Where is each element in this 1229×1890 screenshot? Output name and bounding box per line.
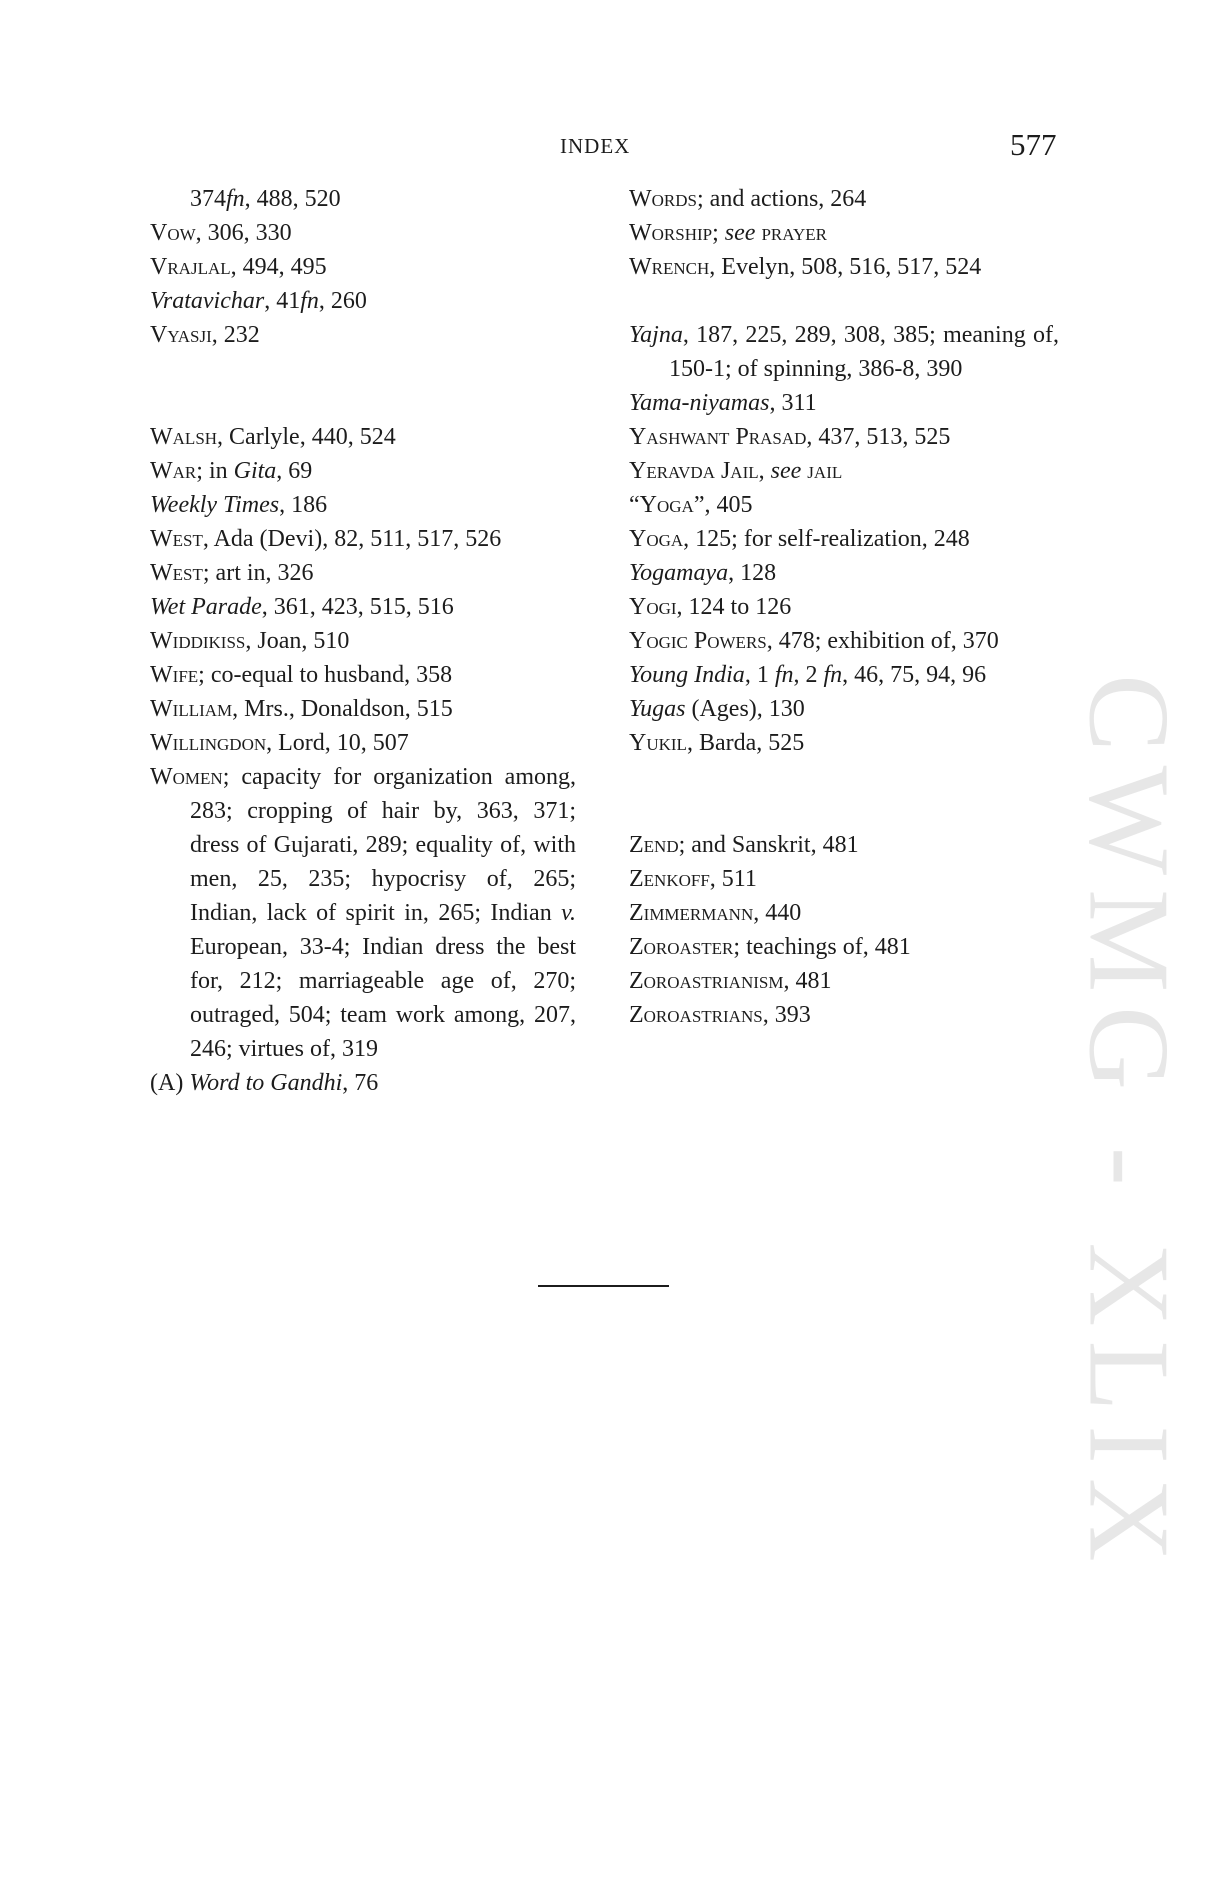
index-entry-vow: Vow, 306, 330 (150, 220, 292, 246)
index-entry-yukil: Yukil, Barda, 525 (629, 730, 805, 756)
index-entry-yogic-powers: Yogic Powers, 478; exhibition of, 370 (629, 628, 999, 654)
index-entry-widdikiss: Widdikiss, Joan, 510 (150, 628, 350, 654)
index-entry-west-ada: West, Ada (Devi), 82, 511, 517, 526 (150, 526, 502, 552)
end-rule (538, 1285, 669, 1287)
index-entry-vrajlal: Vrajlal, 494, 495 (150, 254, 327, 280)
index-entry-wrench: Wrench, Evelyn, 508, 516, 517, 524 (629, 254, 982, 280)
index-entry-vratavichar: Vratavichar, 41fn, 260 (150, 288, 367, 314)
index-entry-willingdon: Willingdon, Lord, 10, 507 (150, 730, 409, 756)
index-entry-zend: Zend; and Sanskrit, 481 (629, 832, 859, 858)
index-entry-zoroastrians: Zoroastrians, 393 (629, 1002, 811, 1028)
index-entry-yogamaya: Yogamaya, 128 (629, 560, 777, 586)
index-entry-walsh: Walsh, Carlyle, 440, 524 (150, 424, 396, 450)
index-entry-yashwant-prasad: Yashwant Prasad, 437, 513, 525 (629, 424, 951, 450)
index-entry-yoga-quoted: “Yoga”, 405 (629, 492, 753, 518)
index-entry-weekly-times: Weekly Times, 186 (150, 492, 328, 518)
index-entry-zimmermann: Zimmermann, 440 (629, 900, 802, 926)
index-entry-west-art: West; art in, 326 (150, 560, 314, 586)
index-entry-yugas: Yugas (Ages), 130 (629, 696, 805, 722)
index-entry-william: William, Mrs., Donaldson, 515 (150, 696, 453, 722)
index-entry-vyasji: Vyasji, 232 (150, 322, 260, 348)
index-entry-yoga: Yoga, 125; for self-realization, 248 (629, 526, 970, 552)
index-entry-zoroaster: Zoroaster; teachings of, 481 (629, 934, 911, 960)
index-entry-yeravda-jail: Yeravda Jail, see jail (629, 458, 843, 484)
index-entry-yajna: Yajna, 187, 225, 289, 308, 385; meaning of, 150-1; of spinning, 386-8, 390 (629, 322, 1059, 382)
index-entry-wet-parade: Wet Parade, 361, 423, 515, 516 (150, 594, 454, 620)
index-entry-worship: Worship; see prayer (629, 220, 827, 246)
watermark-text: CWMG - XLIX (1064, 674, 1193, 1576)
index-entry-wife: Wife; co-equal to husband, 358 (150, 662, 453, 688)
index-entry-war: War; in Gita, 69 (150, 458, 313, 484)
index-entry-zoroastrianism: Zoroastrianism, 481 (629, 968, 832, 994)
index-column-left (150, 182, 576, 1100)
index-entry-young-india: Young India, 1 fn, 2 fn, 46, 75, 94, 96 (629, 662, 987, 688)
index-entry-words: Words; and actions, 264 (629, 186, 867, 212)
page-number: 577 (1010, 127, 1057, 162)
index-entry-women: Women; capacity for organization among, 283; cropping of hair by, 363, 371; dress of Gujarati, 289; equality of, with men, 25, 235; hypocrisy of, 265; Indian, lack of spirit in, 265; Indian v. European, 33-4; Indian dress the best for, 212; marriageable age of, 270; outraged, 504; team work among, 207, 246; virtues of, 319 (150, 764, 576, 1062)
index-entry-zenkoff: Zenkoff, 511 (629, 866, 757, 892)
index-entry-word-to-gandhi: (A) Word to Gandhi, 76 (150, 1070, 379, 1096)
index-entry-yogi: Yogi, 124 to 126 (629, 594, 792, 620)
index-entry-continuation: 374fn, 488, 520 (190, 186, 341, 212)
running-header: INDEX (560, 134, 631, 158)
index-entry-yama-niyamas: Yama-niyamas, 311 (629, 390, 817, 416)
index-column-right (629, 182, 1059, 1032)
